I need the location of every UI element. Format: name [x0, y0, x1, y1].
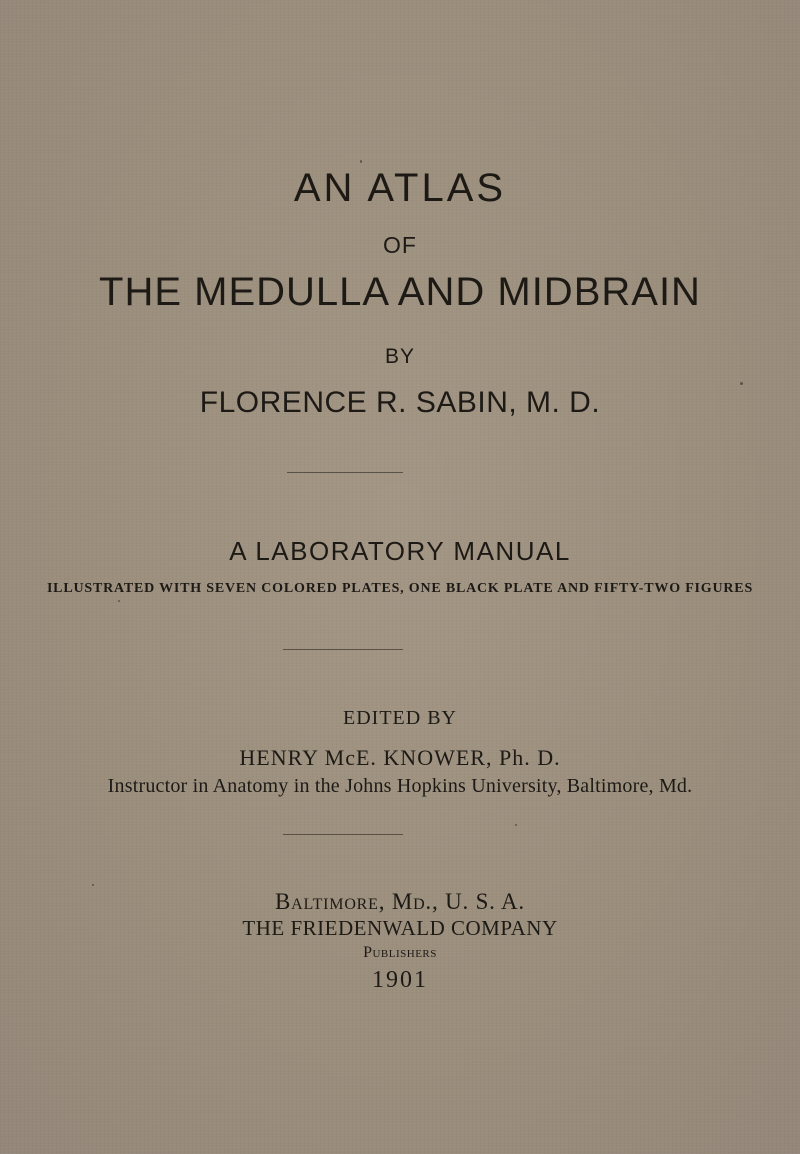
by-label: BY [384, 345, 415, 368]
title-an-atlas: AN ATLAS [293, 166, 507, 210]
title-medulla-midbrain: THE MEDULLA AND MIDBRAIN [99, 270, 701, 314]
paper-speck [92, 884, 94, 886]
paper-speck [118, 600, 120, 602]
publisher-name: THE FRIEDENWALD COMPANY [242, 916, 558, 940]
divider-rule [287, 472, 403, 473]
divider-rule [283, 834, 403, 835]
paper-speck [360, 160, 362, 163]
title-of: OF [383, 232, 417, 258]
editor-name: HENRY McE. KNOWER, Ph. D. [239, 745, 561, 770]
paper-speck [740, 382, 743, 385]
edited-by-label: EDITED BY [343, 707, 457, 729]
author-name: FLORENCE R. SABIN, M. D. [199, 386, 601, 419]
editor-affiliation: Instructor in Anatomy in the Johns Hopkins University, Baltimore, Md. [107, 775, 693, 797]
publication-city: Baltimore, Md., U. S. A. [275, 889, 525, 914]
paper-speck [515, 824, 517, 826]
divider-rule [283, 649, 403, 650]
publication-year: 1901 [372, 967, 428, 993]
subtitle-laboratory-manual: A LABORATORY MANUAL [229, 536, 571, 566]
publishers-label: Publishers [363, 944, 437, 961]
illustrations-note: ILLUSTRATED WITH SEVEN COLORED PLATES, ONE BLACK PLATE AND FIFTY-TWO FIGURES [46, 581, 754, 596]
